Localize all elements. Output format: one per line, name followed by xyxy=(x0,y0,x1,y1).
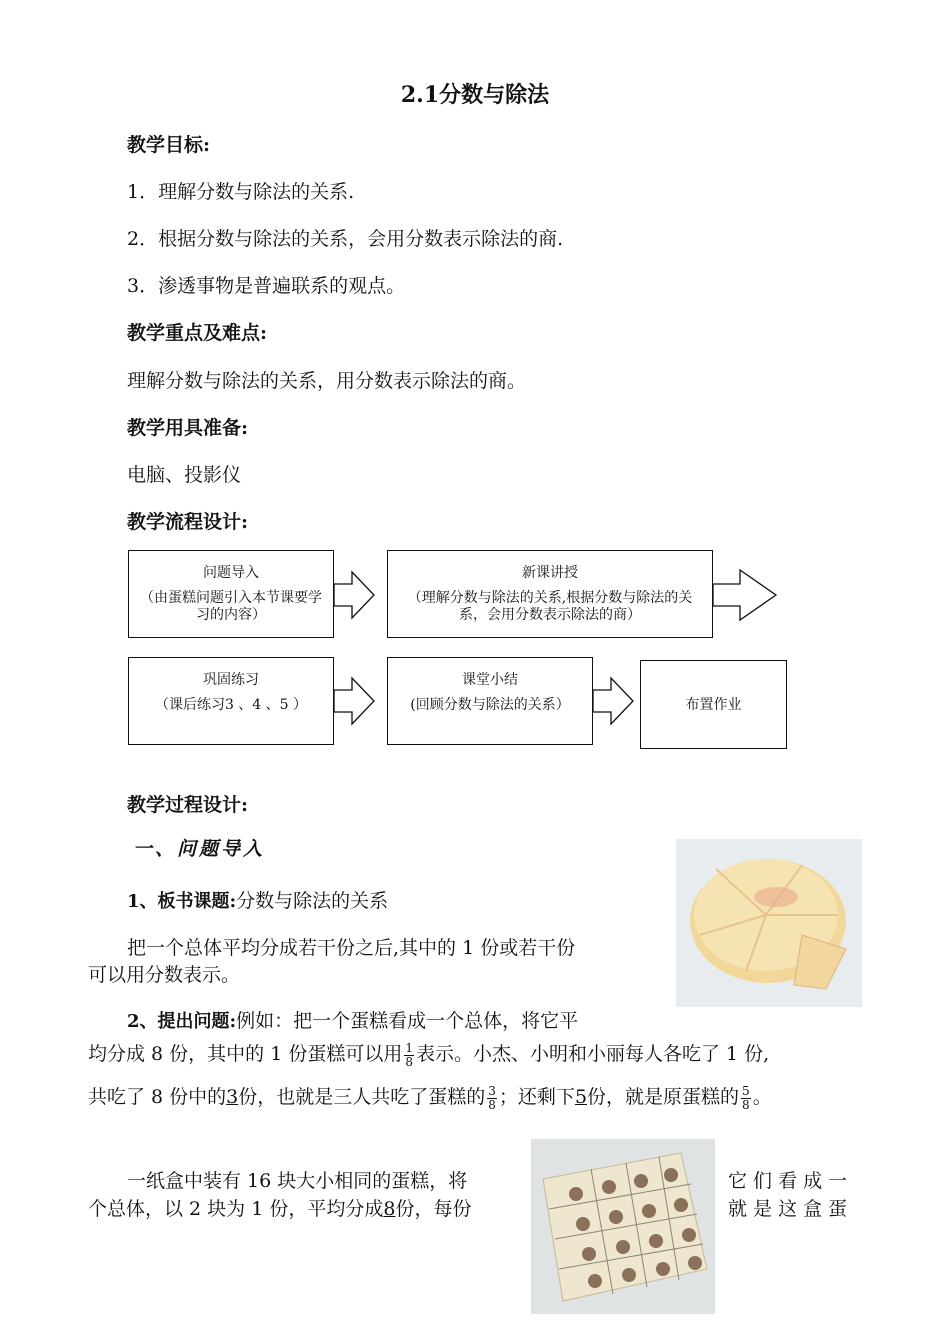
flow-box-sub: (回顾分数与除法的关系） xyxy=(410,697,570,713)
line-b-text: ；还剩下 xyxy=(498,1086,575,1108)
arrow-right-icon xyxy=(334,678,374,724)
item1 xyxy=(127,886,388,913)
underlined-number: 3 xyxy=(226,1086,239,1108)
line-b xyxy=(88,1080,772,1114)
fraction-1-8 xyxy=(404,1042,414,1069)
para3-text: 份，每份 xyxy=(395,1198,472,1220)
frac-num: 3 xyxy=(488,1083,496,1098)
fraction-5-8 xyxy=(741,1085,751,1112)
line-a-text: 表示。小杰、小明和小丽每人各吃了 1 份, xyxy=(415,1043,770,1065)
frac-num: 1 xyxy=(405,1040,413,1055)
para3-line2-left xyxy=(88,1194,471,1221)
goal-item-2: 2．根据分数与除法的关系，会用分数表示除法的商. xyxy=(127,228,564,250)
arrow-right-icon xyxy=(334,572,374,618)
para3-text: 个总体，以 2 块为 1 份，平均分成 xyxy=(88,1198,384,1220)
goals-heading: 教学目标: xyxy=(127,134,211,156)
goal-item-3: 3．渗透事物是普遍联系的观点。 xyxy=(127,275,406,297)
para3-line1-right: 它 们 看 成 一 xyxy=(728,1170,848,1192)
item1-label: 1、板书课题: xyxy=(127,891,237,912)
para3-line2-right: 就 是 这 盒 蛋 xyxy=(728,1198,848,1220)
underlined-number: 5 xyxy=(574,1086,588,1108)
line-a xyxy=(88,1037,769,1071)
process-heading: 教学过程设计: xyxy=(127,794,249,816)
flow-box-title: 巩固练习 xyxy=(203,672,259,688)
frac-den: 8 xyxy=(742,1097,750,1112)
para3-line1-left: 一纸盒中装有 16 块大小相同的蛋糕，将 xyxy=(127,1170,468,1192)
para1-line1: 把一个总体平均分成若干份之后,其中的 1 份或若干份 xyxy=(127,937,576,959)
tools-heading: 教学用具准备: xyxy=(127,417,249,439)
tools-text: 电脑、投影仪 xyxy=(127,464,242,486)
line-b-text: 份，就是原蛋糕的 xyxy=(587,1086,740,1108)
line-b-text: 份，也就是三人共吃了蛋糕的 xyxy=(238,1086,486,1108)
cake-box-image xyxy=(531,1139,715,1314)
para1-line2: 可以用分数表示。 xyxy=(88,964,241,986)
line-a-text: 均分成 8 份，其中的 1 份蛋糕可以用 xyxy=(88,1043,403,1065)
flow-box-title: 布置作业 xyxy=(685,697,742,713)
line-b-text: 共吃了 8 份中的 xyxy=(88,1086,227,1108)
flow-box-title: 新课讲授 xyxy=(522,565,578,581)
frac-den: 8 xyxy=(488,1097,496,1112)
arrow-right-icon xyxy=(593,678,633,724)
flow-box-title: 课堂小结 xyxy=(462,672,518,688)
flow-box-sub: （理解分数与除法的关系,根据分数与除法的关系，会用分数表示除法的商） xyxy=(407,590,693,623)
cake-icon xyxy=(676,839,862,1007)
frac-num: 5 xyxy=(742,1083,750,1098)
underlined-number: 8 xyxy=(383,1198,396,1220)
line-b-text: 。 xyxy=(752,1086,772,1108)
flow-box-sub: （课后练习3 、4 、5 ） xyxy=(154,697,308,713)
item2-label: 2、提出问题: xyxy=(127,1011,237,1032)
page-title: 2.1分数与除法 xyxy=(400,82,550,108)
section-title: 一、问题导入 xyxy=(133,838,266,860)
flow-heading: 教学流程设计: xyxy=(127,511,249,533)
goal-item-1: 1．理解分数与除法的关系. xyxy=(127,181,355,203)
flow-box-title: 问题导入 xyxy=(203,565,259,581)
key-text: 理解分数与除法的关系，用分数表示除法的商。 xyxy=(127,370,527,392)
arrow-right-icon xyxy=(713,570,776,620)
item2-text: 例如：把一个蛋糕看成一个总体，将它平 xyxy=(236,1010,579,1032)
frac-den: 8 xyxy=(405,1054,413,1069)
key-heading: 教学重点及难点: xyxy=(127,322,268,344)
cake-box-icon xyxy=(531,1139,715,1314)
flow-box-sub: （由蛋糕问题引入本节课要学习的内容） xyxy=(140,590,322,623)
fraction-3-8 xyxy=(487,1085,497,1112)
cake-image xyxy=(676,839,862,1007)
item2 xyxy=(127,1006,578,1033)
item1-text: 分数与除法的关系 xyxy=(236,890,389,912)
